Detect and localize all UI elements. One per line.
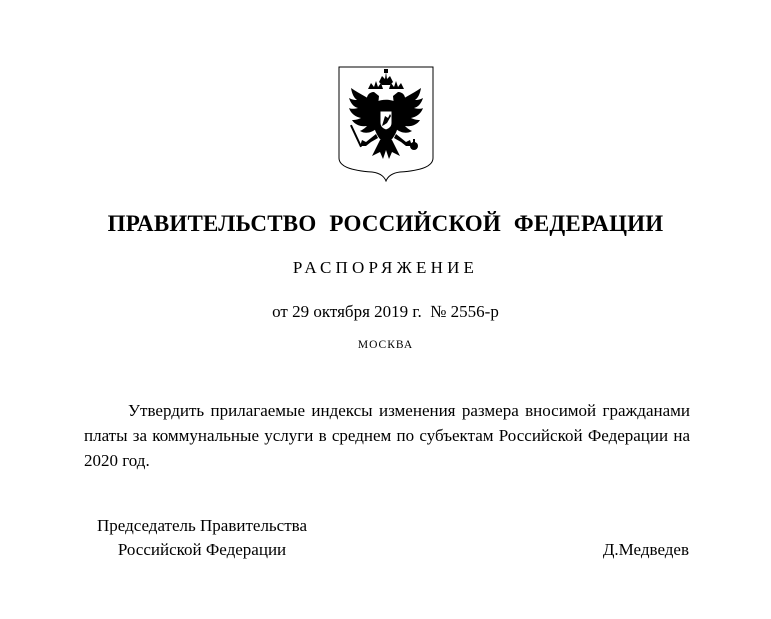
- signer-role-line-1: Председатель Правительства: [96, 516, 308, 535]
- document-type: РАСПОРЯЖЕНИЕ: [292, 258, 479, 277]
- document-date-number: от 29 октября 2019 г. № 2556-р: [272, 302, 499, 321]
- government-title: ПРАВИТЕЛЬСТВО РОССИЙСКОЙ ФЕДЕРАЦИИ: [107, 211, 664, 236]
- order-text: Утвердить прилагаемые индексы изменения размера вносимой гражданами платы за коммунальные услуги в среднем по субъектам Российской Федерации на 2020 год.: [84, 401, 690, 470]
- signer-role: [84, 514, 320, 562]
- russian-coat-of-arms-icon: [338, 66, 434, 182]
- signer-role-line-2: Российской Федерации: [117, 540, 287, 559]
- city-name: МОСКВА: [357, 339, 414, 351]
- signer-name: Д.Медведев: [602, 540, 689, 559]
